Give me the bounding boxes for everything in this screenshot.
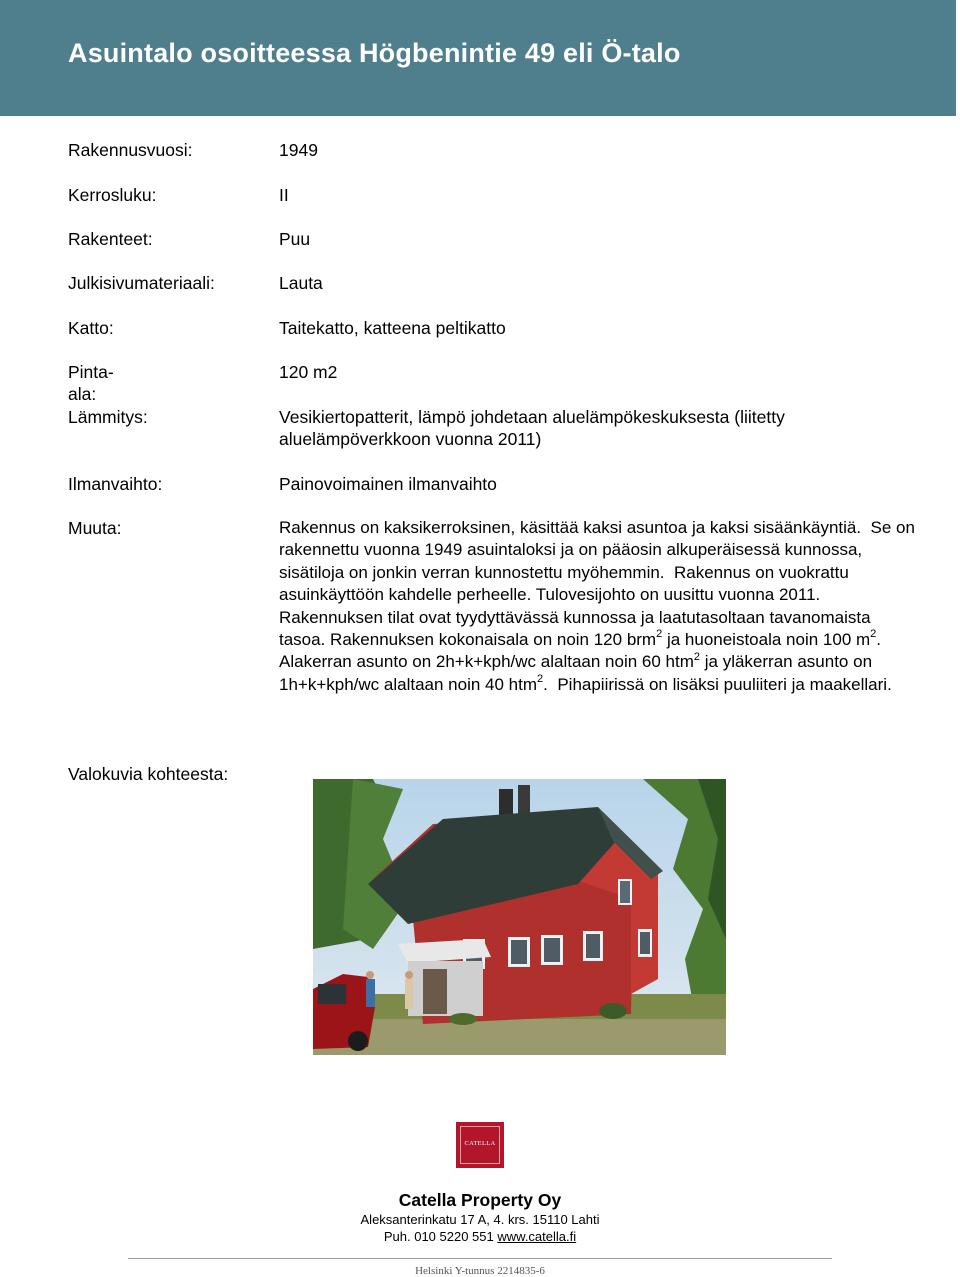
field-label: Kerrosluku: [68,185,157,205]
muuta-sentence: Tulovesijohto on uusittu vuonna 2011. [535,585,821,605]
catella-logo [456,1122,504,1168]
muuta-sentence: Rakennuksen tilat ovat tyydyttävässä kunnossa ja laatutasoltaan tavanomaista tasoa. [279,607,871,650]
field-value: 1949 [279,140,318,160]
superscript: 2 [693,650,701,663]
company-address: Aleksanterinkatu 17 A, 4. krs. 15110 Lahti [360,1212,600,1227]
field-label: Pinta-ala: [68,362,114,404]
superscript: 2 [656,628,663,641]
company-name: Catella Property Oy [398,1190,562,1210]
field-label: Julkisivumateriaali: [68,273,215,293]
field-label: Ilmanvaihto: [68,474,163,494]
muuta-sentence: ja yläkerran asunto on 1h+k+kph/wc alaltaan noin 40 htm [279,652,873,694]
field-value: II [279,185,289,205]
muuta-sentence: Alakerran asunto on 2h+k+kph/wc alaltaan noin 60 htm [279,652,694,672]
footer-divider [128,1258,832,1259]
muuta-sentence: Pihapiirissä on lisäksi puuliiteri ja maakellari. [557,674,892,694]
field-label: Rakennusvuosi: [68,140,193,160]
punctuation: . [876,630,882,650]
muuta-description [279,517,919,696]
house-photo [313,779,726,1055]
field-label: Muuta: [68,518,122,538]
field-value: Puu [279,229,311,249]
page-title: Asuintalo osoitteessa Högbenintie 49 eli Ö-talo [68,38,681,68]
photos-label: Valokuvia kohteesta: [68,764,229,784]
muuta-sentence: Rakennus on kaksikerroksinen, käsittää kaksi asuntoa ja kaksi sisäänkäyntiä. [279,518,862,537]
superscript: 2 [537,673,544,686]
business-id: Helsinki Y-tunnus 2214835-6 [415,1265,545,1277]
muuta-sentence: Rakennus on vuokrattu asuinkäyttöön kahdelle perheelle. [279,562,849,605]
field-label: Rakenteet: [68,229,153,249]
company-phone: Puh. 010 5220 551 [383,1229,494,1244]
muuta-sentence: Se on rakennettu vuonna 1949 asuintaloksi ja on pääosin alkuperäisessä kunnossa, sisätiloja on jonkin verran kunnostettu myöhemmin. [279,518,915,582]
field-value: 120 m2 [279,362,338,382]
field-value: Lauta [279,273,323,293]
field-value: Vesikiertopatterit, lämpö johdetaan aluelämpökeskuksesta (liitetty aluelämpöverkkoon vuonna 2011) [279,407,785,449]
muuta-sentence: ja huoneistoala noin 100 m [666,630,871,650]
punctuation: . [543,674,548,694]
field-value: Taitekatto, katteena peltikatto [279,318,506,338]
page-header [0,0,956,116]
muuta-sentence: Rakennuksen kokonaisala on noin 120 brm [330,630,657,650]
company-website-link[interactable]: www.catella.fi [497,1229,577,1244]
logo-text: CATELLA [464,1140,496,1147]
field-label: Lämmitys: [68,407,148,427]
superscript: 2 [870,628,877,641]
company-contact [0,1229,960,1244]
field-label: Katto: [68,318,114,338]
field-value: Painovoimainen ilmanvaihto [279,474,497,494]
